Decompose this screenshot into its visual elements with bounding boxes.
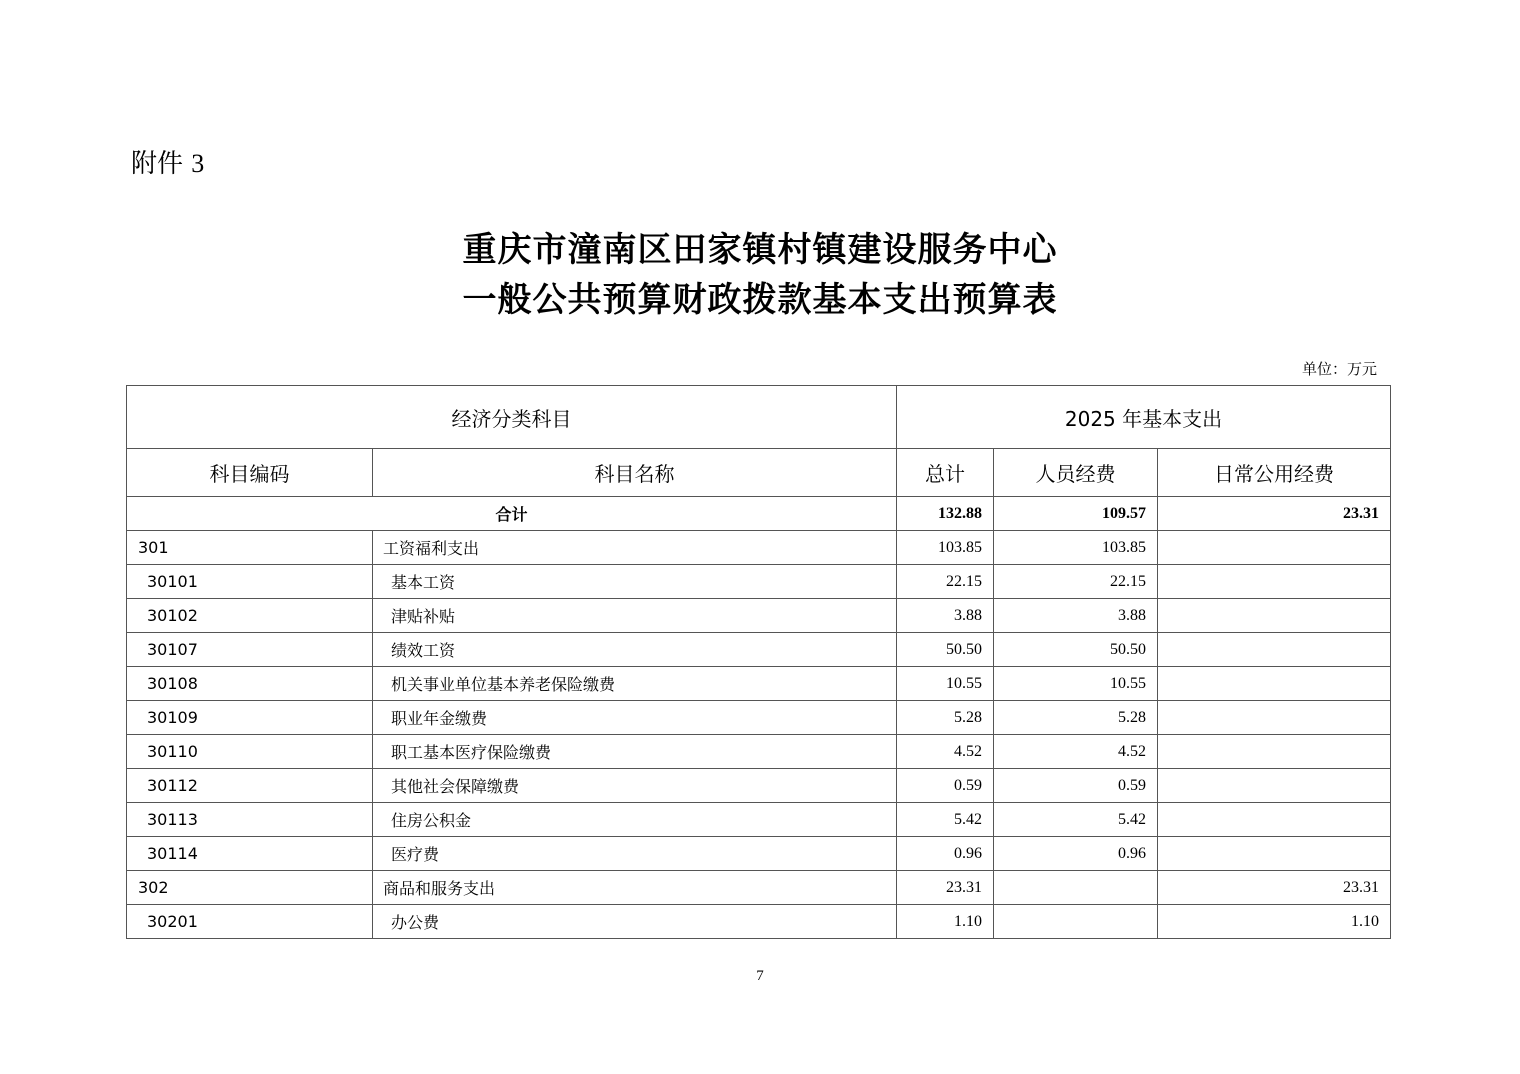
row-personnel [994, 905, 1158, 939]
row-name: 工资福利支出 [373, 531, 897, 565]
row-personnel: 103.85 [994, 531, 1158, 565]
row-personnel: 5.42 [994, 803, 1158, 837]
table-row [127, 803, 1391, 837]
row-total: 0.96 [897, 837, 994, 871]
row-code: 30102 [127, 599, 373, 633]
row-personnel: 5.28 [994, 701, 1158, 735]
attachment-number: 3 [191, 149, 205, 178]
row-public [1158, 769, 1391, 803]
row-public [1158, 565, 1391, 599]
row-code: 30109 [127, 701, 373, 735]
row-public: 23.31 [1158, 871, 1391, 905]
attachment-label-text: 附件 [131, 149, 184, 179]
attachment-label [131, 147, 204, 181]
row-code: 30114 [127, 837, 373, 871]
row-total: 23.31 [897, 871, 994, 905]
row-public [1158, 531, 1391, 565]
row-total: 4.52 [897, 735, 994, 769]
row-name: 机关事业单位基本养老保险缴费 [373, 667, 897, 701]
total-row-total: 132.88 [897, 497, 994, 531]
table-row [127, 735, 1391, 769]
row-public [1158, 599, 1391, 633]
row-name: 职工基本医疗保险缴费 [373, 735, 897, 769]
row-code: 30108 [127, 667, 373, 701]
table-row [127, 565, 1391, 599]
row-personnel [994, 871, 1158, 905]
table-row [127, 599, 1391, 633]
table-row [127, 769, 1391, 803]
unit-label: 单位：万元 [1301, 360, 1377, 378]
column-header-personnel: 人员经费 [994, 449, 1158, 497]
table-row [127, 531, 1391, 565]
row-name: 办公费 [373, 905, 897, 939]
row-code: 30113 [127, 803, 373, 837]
row-public [1158, 701, 1391, 735]
row-code: 30101 [127, 565, 373, 599]
table-row [127, 633, 1391, 667]
table-row [127, 701, 1391, 735]
total-row-public: 23.31 [1158, 497, 1391, 531]
table-row [127, 667, 1391, 701]
table-row [127, 837, 1391, 871]
row-total: 10.55 [897, 667, 994, 701]
row-total: 0.59 [897, 769, 994, 803]
row-total: 5.28 [897, 701, 994, 735]
total-row-personnel: 109.57 [994, 497, 1158, 531]
row-total: 3.88 [897, 599, 994, 633]
row-personnel: 50.50 [994, 633, 1158, 667]
row-total: 50.50 [897, 633, 994, 667]
economic-classification-header: 经济分类科目 [127, 386, 897, 449]
row-code: 30112 [127, 769, 373, 803]
column-header-public: 日常公用经费 [1158, 449, 1391, 497]
row-code: 30107 [127, 633, 373, 667]
column-header-row [127, 449, 1391, 497]
row-public [1158, 667, 1391, 701]
row-total: 103.85 [897, 531, 994, 565]
row-public [1158, 837, 1391, 871]
table-row [127, 905, 1391, 939]
row-name: 津贴补贴 [373, 599, 897, 633]
column-header-name: 科目名称 [373, 449, 897, 497]
row-name: 绩效工资 [373, 633, 897, 667]
column-header-code: 科目编码 [127, 449, 373, 497]
row-public [1158, 803, 1391, 837]
row-name: 职业年金缴费 [373, 701, 897, 735]
total-row-label: 合计 [127, 497, 897, 531]
column-header-total: 总计 [897, 449, 994, 497]
row-personnel: 3.88 [994, 599, 1158, 633]
row-personnel: 22.15 [994, 565, 1158, 599]
row-code: 301 [127, 531, 373, 565]
row-personnel: 10.55 [994, 667, 1158, 701]
row-name: 商品和服务支出 [373, 871, 897, 905]
row-code: 30201 [127, 905, 373, 939]
basic-expense-header: 2025 年基本支出 [897, 386, 1391, 449]
row-name: 医疗费 [373, 837, 897, 871]
row-code: 302 [127, 871, 373, 905]
row-code: 30110 [127, 735, 373, 769]
row-total: 5.42 [897, 803, 994, 837]
row-public [1158, 735, 1391, 769]
table-row [127, 871, 1391, 905]
page-title-line2: 一般公共预算财政拨款基本支出预算表 [462, 280, 1058, 320]
budget-table [126, 385, 1391, 939]
page-number: 7 [756, 968, 764, 984]
row-public [1158, 633, 1391, 667]
row-personnel: 0.59 [994, 769, 1158, 803]
row-total: 22.15 [897, 565, 994, 599]
page-title-line1: 重庆市潼南区田家镇村镇建设服务中心 [462, 230, 1058, 270]
row-name: 其他社会保障缴费 [373, 769, 897, 803]
row-name: 基本工资 [373, 565, 897, 599]
row-name: 住房公积金 [373, 803, 897, 837]
row-personnel: 0.96 [994, 837, 1158, 871]
row-public: 1.10 [1158, 905, 1391, 939]
total-row [127, 497, 1391, 531]
group-header-row [127, 386, 1391, 449]
row-personnel: 4.52 [994, 735, 1158, 769]
row-total: 1.10 [897, 905, 994, 939]
